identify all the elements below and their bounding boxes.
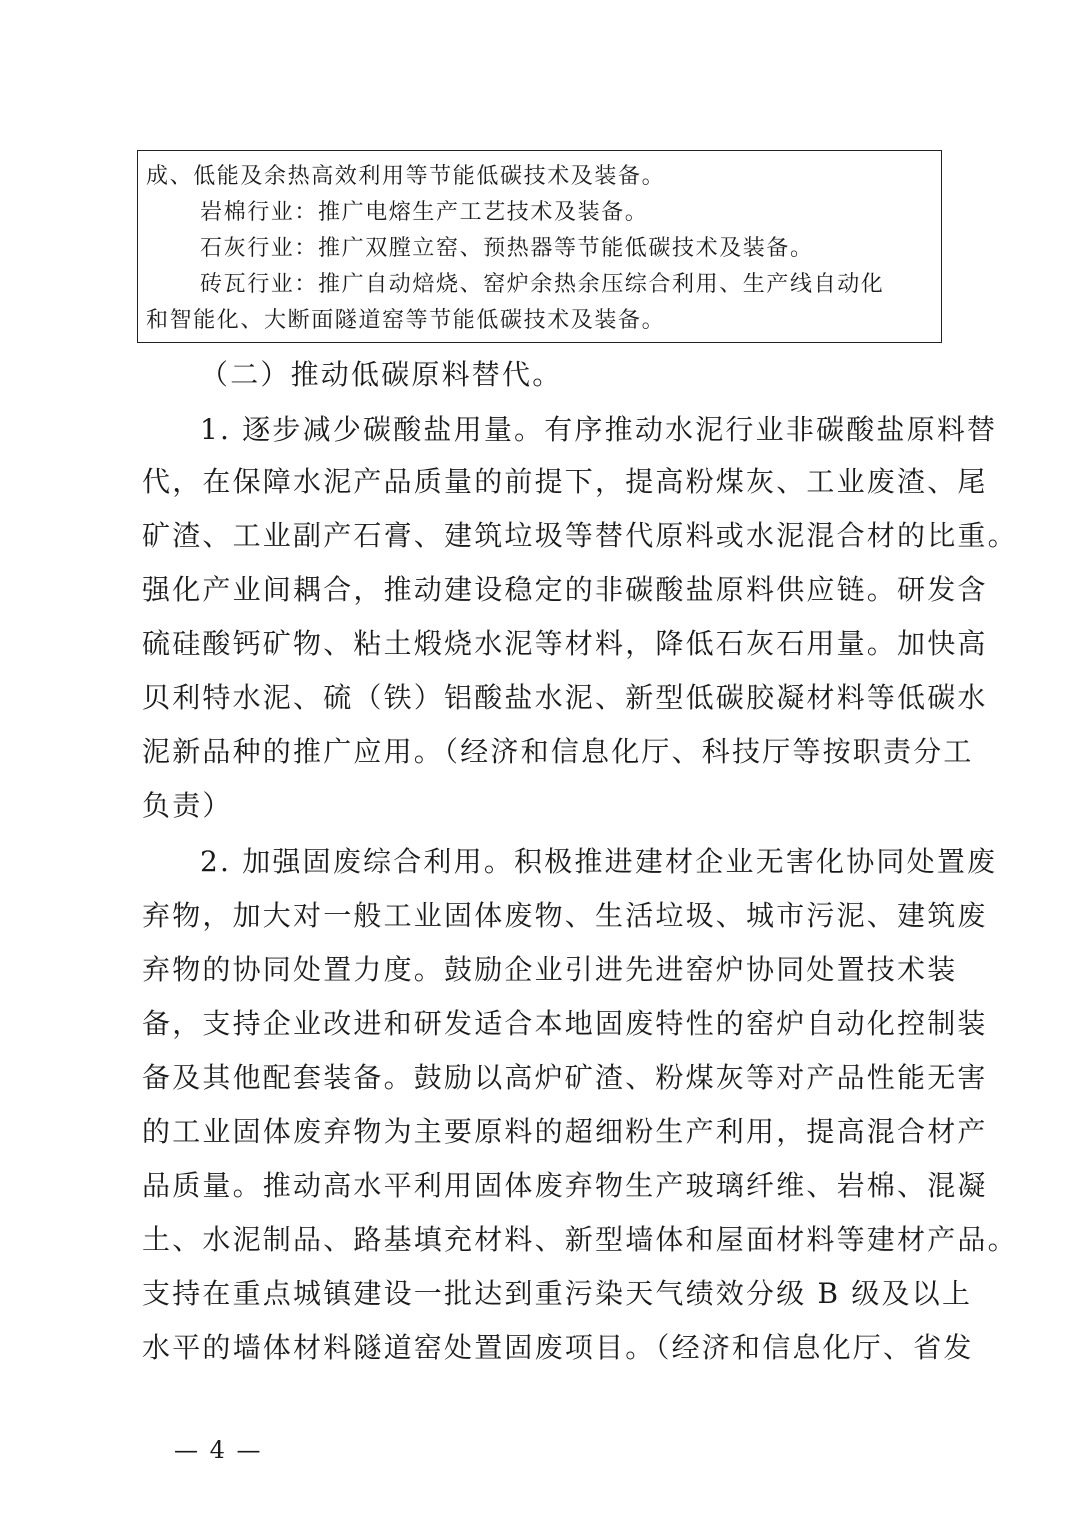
- paragraph2-line-1: 2. 加强固废综合利用。积极推进建材企业无害化协同处置废: [200, 845, 998, 878]
- box-line-3: 石灰行业：推广双膛立窑、预热器等节能低碳技术及装备。: [200, 236, 814, 261]
- paragraph2-line-4: 备，支持企业改进和研发适合本地固废特性的窑炉自动化控制装: [142, 1007, 988, 1040]
- paragraph2-line-5: 备及其他配套装备。鼓励以高炉矿渣、粉煤灰等对产品性能无害: [142, 1061, 988, 1094]
- box-line-5: 和智能化、大断面隧道窑等节能低碳技术及装备。: [146, 308, 666, 333]
- paragraph1-line-3: 矿渣、工业副产石膏、建筑垃圾等替代原料或水泥混合材的比重。: [142, 519, 1018, 552]
- page-number: — 4 —: [174, 1436, 263, 1464]
- paragraph1-line-5: 硫硅酸钙矿物、粘土煅烧水泥等材料，降低石灰石用量。加快高: [142, 627, 988, 660]
- section-heading: （二）推动低碳原料替代。: [200, 358, 563, 391]
- paragraph1-line-8: 负责）: [142, 789, 233, 822]
- paragraph2-line-7: 品质量。推动高水平利用固体废弃物生产玻璃纤维、岩棉、混凝: [142, 1169, 988, 1202]
- paragraph2-line-10: 水平的墙体材料隧道窑处置固废项目。（经济和信息化厅、省发: [142, 1331, 974, 1364]
- paragraph1-line-7: 泥新品种的推广应用。（经济和信息化厅、科技厅等按职责分工: [142, 735, 974, 768]
- box-line-1: 成、低能及余热高效利用等节能低碳技术及装备。: [146, 164, 666, 189]
- paragraph1-line-6: 贝利特水泥、硫（铁）铝酸盐水泥、新型低碳胶凝材料等低碳水: [142, 681, 988, 714]
- paragraph2-line-2: 弃物，加大对一般工业固体废物、生活垃圾、城市污泥、建筑废: [142, 899, 988, 932]
- paragraph1-line-1: 1. 逐步减少碳酸盐用量。有序推动水泥行业非碳酸盐原料替: [200, 413, 998, 446]
- paragraph2-line-8: 土、水泥制品、路基填充材料、新型墙体和屋面材料等建材产品。: [142, 1223, 1018, 1256]
- paragraph2-line-3: 弃物的协同处置力度。鼓励企业引进先进窑炉协同处置技术装: [142, 953, 958, 986]
- paragraph1-line-4: 强化产业间耦合，推动建设稳定的非碳酸盐原料供应链。研发含: [142, 573, 988, 606]
- paragraph2-line-9: 支持在重点城镇建设一批达到重污染天气绩效分级 B 级及以上: [142, 1277, 973, 1310]
- paragraph1-line-2: 代，在保障水泥产品质量的前提下，提高粉煤灰、工业废渣、尾: [142, 465, 988, 498]
- box-line-4: 砖瓦行业：推广自动焙烧、窑炉余热余压综合利用、生产线自动化: [200, 272, 885, 297]
- paragraph2-line-6: 的工业固体废弃物为主要原料的超细粉生产利用，提高混合材产: [142, 1115, 988, 1148]
- box-line-2: 岩棉行业：推广电熔生产工艺技术及装备。: [200, 200, 649, 225]
